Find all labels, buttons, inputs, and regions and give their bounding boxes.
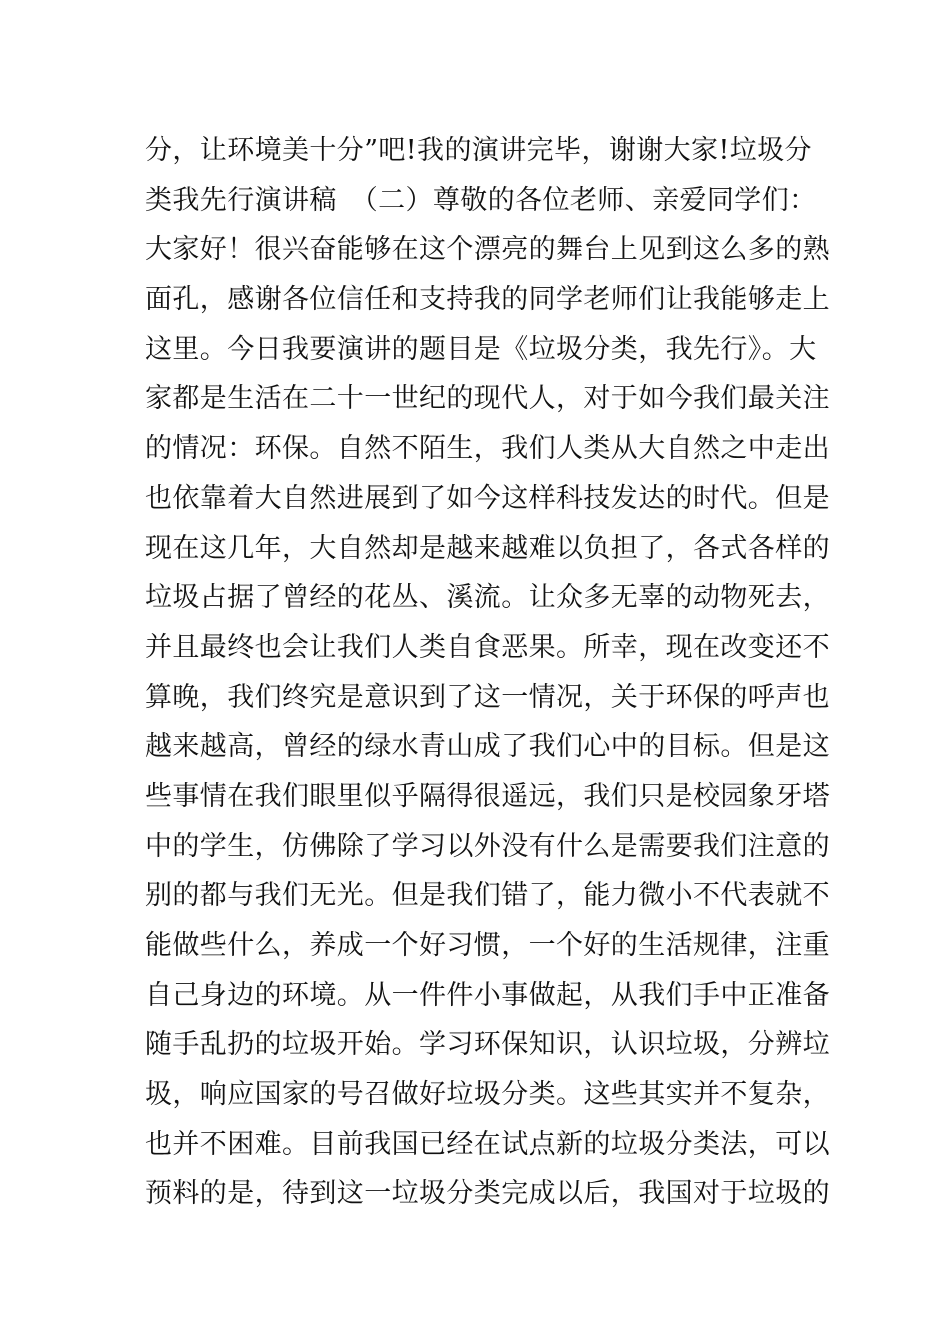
text-line: 能做些什么，养成一个好习惯，一个好的生活规律，注重 [145,930,830,961]
text-line: 分，让环境美十分”吧!我的演讲完毕，谢谢大家!垃圾分 [145,135,812,166]
text-line: 随手乱扔的垃圾开始。学习环保知识，认识垃圾，分辨垃 [145,1029,830,1061]
text-line: 面孔，感谢各位信任和支持我的同学老师们让我能够走上 [145,284,830,316]
text-line: 的情况：环保。自然不陌生，我们人类从大自然之中走出 [145,433,830,465]
text-line: 自己身边的环境。从一件件小事做起，从我们手中正准备 [145,979,830,1011]
text-line: 也依靠着大自然进展到了如今这样科技发达的时代。但是 [145,482,830,514]
text-line: 圾，响应国家的号召做好垃圾分类。这些其实并不复杂， [145,1079,830,1111]
text-line: 中的学生，仿佛除了学习以外没有什么是需要我们注意的 [145,830,830,862]
text-line: 别的都与我们无光。但是我们错了，能力微小不代表就不 [145,880,830,912]
text-line: 垃圾占据了曾经的花丛、溪流。让众多无辜的动物死去， [145,582,830,614]
text-line: 算晚，我们终究是意识到了这一情况，关于环保的呼声也 [145,681,830,713]
text-line: 大家好！很兴奋能够在这个漂亮的舞台上见到这么多的熟 [145,234,830,266]
text-line: 家都是生活在二十一世纪的现代人，对于如今我们最关注 [145,383,830,415]
text-line: 并且最终也会让我们人类自食恶果。所幸，现在改变还不 [145,631,830,663]
text-line: 也并不困难。目前我国已经在试点新的垃圾分类法，可以 [145,1128,830,1160]
text-line: 越来越高，曾经的绿水青山成了我们心中的目标。但是这 [145,731,830,763]
text-line: 现在这几年，大自然却是越来越难以负担了，各式各样的 [145,532,830,564]
text-line: 类我先行演讲稿 （二）尊敬的各位老师、亲爱同学们： [145,184,817,216]
text-line: 这里。今日我要演讲的题目是《垃圾分类，我先行》。大 [145,333,817,365]
text-line: 些事情在我们眼里似乎隔得很遥远，我们只是校园象牙塔 [145,780,830,812]
body-text [145,126,830,1219]
text-line: 预料的是，待到这一垃圾分类完成以后，我国对于垃圾的 [145,1178,830,1210]
